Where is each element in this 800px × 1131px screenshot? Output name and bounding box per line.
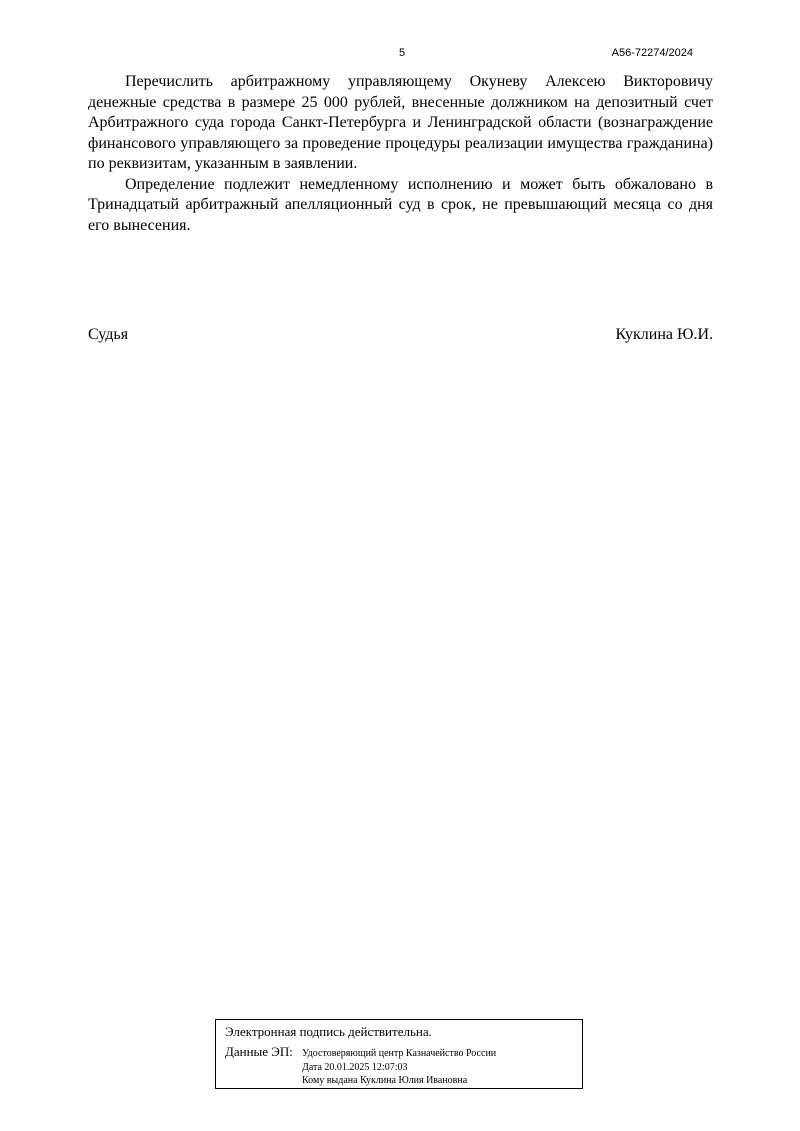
e-signature-valid-text: Электронная подпись действительна. bbox=[225, 1024, 432, 1039]
e-signature-date: Дата 20.01.2025 12:07:03 bbox=[302, 1061, 408, 1073]
paragraph-transfer-funds: Перечислить арбитражному управляющему Окуневу Алексею Викторовичу денежные средства в размере 25 000 рублей, внесенные должником на депозитный счет Арбитражного суда города Санкт-Петербурга и Ленинградской области (вознаграждение финансового управляющего за проведение процедуры реализации имущества гражданина) по реквизитам, указанным в заявлении. bbox=[88, 73, 713, 172]
document-body bbox=[88, 72, 713, 236]
e-signature-issuer: Удостоверяющий центр Казначейство России bbox=[302, 1048, 497, 1059]
judge-name: Куклина Ю.И. bbox=[615, 326, 713, 343]
signature-row bbox=[88, 326, 713, 344]
e-signature-details bbox=[302, 1047, 496, 1088]
e-signature-owner: Кому выдана Куклина Юлия Ивановна bbox=[302, 1075, 468, 1086]
case-number: А56-72274/2024 bbox=[611, 47, 693, 59]
judge-role: Судья bbox=[88, 326, 129, 343]
paragraph-appeal: Определение подлежит немедленному исполнению и может быть обжаловано в Тринадцатый арбитражный апелляционный суд в срок, не превышающий месяца со дня его вынесения. bbox=[88, 175, 713, 234]
page-number: 5 bbox=[398, 47, 406, 59]
e-signature-label: Данные ЭП: bbox=[225, 1044, 293, 1059]
e-signature-stamp bbox=[215, 1019, 583, 1089]
